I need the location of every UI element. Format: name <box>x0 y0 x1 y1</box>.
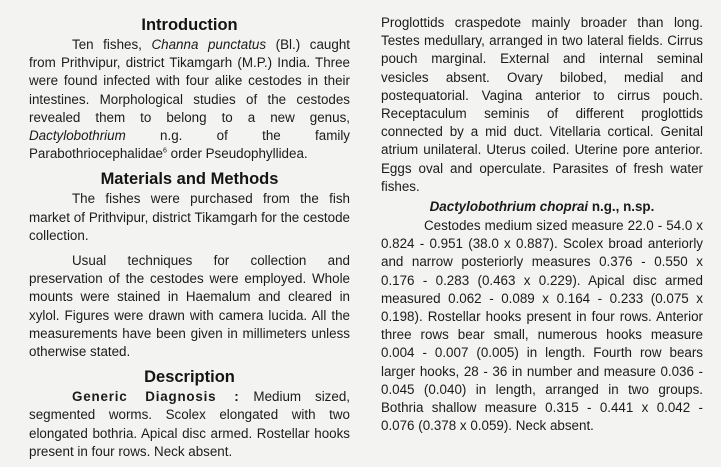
intro-text-c: n.g. of the family Parabothriocephalidae <box>29 128 350 162</box>
diagnosis-continuation: Proglottids craspedote mainly broader than long. Testes medullary, arranged in two lateral fields. Cirrus pouch marginal. External and internal seminal vesicles absent. Ovary bilobed, medial and postequatorial. Vagina anterior to cirrus pouch. Receptaculum seminis of different proglottids connected by a mid duct. Vitellaria cortical. Genital atrium unilateral. Uterus coiled. Uterine pore anterior. Eggs oval and operculate. Parasites of fresh water fishes. <box>381 15 703 194</box>
introduction-heading: Introduction <box>141 16 238 34</box>
species-name: Dactylobothrium choprai <box>429 199 589 215</box>
species-suffix: n.g., n.sp. <box>588 199 655 215</box>
left-column <box>29 14 350 461</box>
materials-paragraph-2: Usual techniques for collection and preservation of the cestodes were employed. Whole mounts were stained in Haemalum and cleared in xylol. Figures were drawn with camera lucida. All the measurements have been given in millimeters unless otherwise stated. <box>29 253 350 360</box>
right-column <box>381 14 703 435</box>
host-species-name: Channa punctatus <box>151 37 267 52</box>
reference-superscript: 6 <box>163 147 167 155</box>
description-heading: Description <box>144 368 235 387</box>
species-description: Cestodes medium sized measure 22.0 - 54.0 x 0.824 - 0.951 (38.0 x 0.887). Scolex broad anteriorly and narrow posteriorly measures 0.376 - 0.550 x 0.176 - 0.283 (0.463 x 0.229). Apical disc armed measured 0.062 - 0.089 x 0.164 - 0.233 (0.075 x 0.198). Rostellar hooks present in four rows. Anterior three rows bear small, numerous hooks measure 0.004 - 0.007 (0.005) in length. Fourth row bears larger hooks, 28 - 36 in number and measure 0.036 - 0.045 (0.040) in length, arranged in two groups. Bothria shallow measure 0.315 - 0.441 x 0.042 - 0.076 (0.378 x 0.059). Neck absent. <box>381 218 703 434</box>
materials-methods-heading: Materials and Methods <box>100 170 279 189</box>
generic-diagnosis-text: Medium sized, segmented worms. Scolex elongated with two elongated bothria. Apical disc armed. Rostellar hooks present in four rows. Neck absent. <box>29 389 350 459</box>
introduction-paragraph <box>29 36 350 163</box>
intro-text-b: (Bl.) caught from Prithvipur, district Tikamgarh (M.P.) India. Three were found infected with four alike cestodes in their intestines. Morphological studies of the cestodes revealed them to belong to a new genus, <box>29 37 350 125</box>
generic-diagnosis-label: Generic Diagnosis : <box>72 389 240 405</box>
species-subheading <box>381 198 703 216</box>
materials-paragraph-1: The fishes were purchased from the fish market of Prithvipur, district Tikamgarh for the cestode collection. <box>29 191 350 243</box>
intro-text-d: order Pseudophyllidea. <box>166 146 308 162</box>
description-paragraph <box>29 388 350 461</box>
intro-text-a: Ten fishes, <box>72 37 152 52</box>
genus-name: Dactylobothrium <box>29 128 126 144</box>
